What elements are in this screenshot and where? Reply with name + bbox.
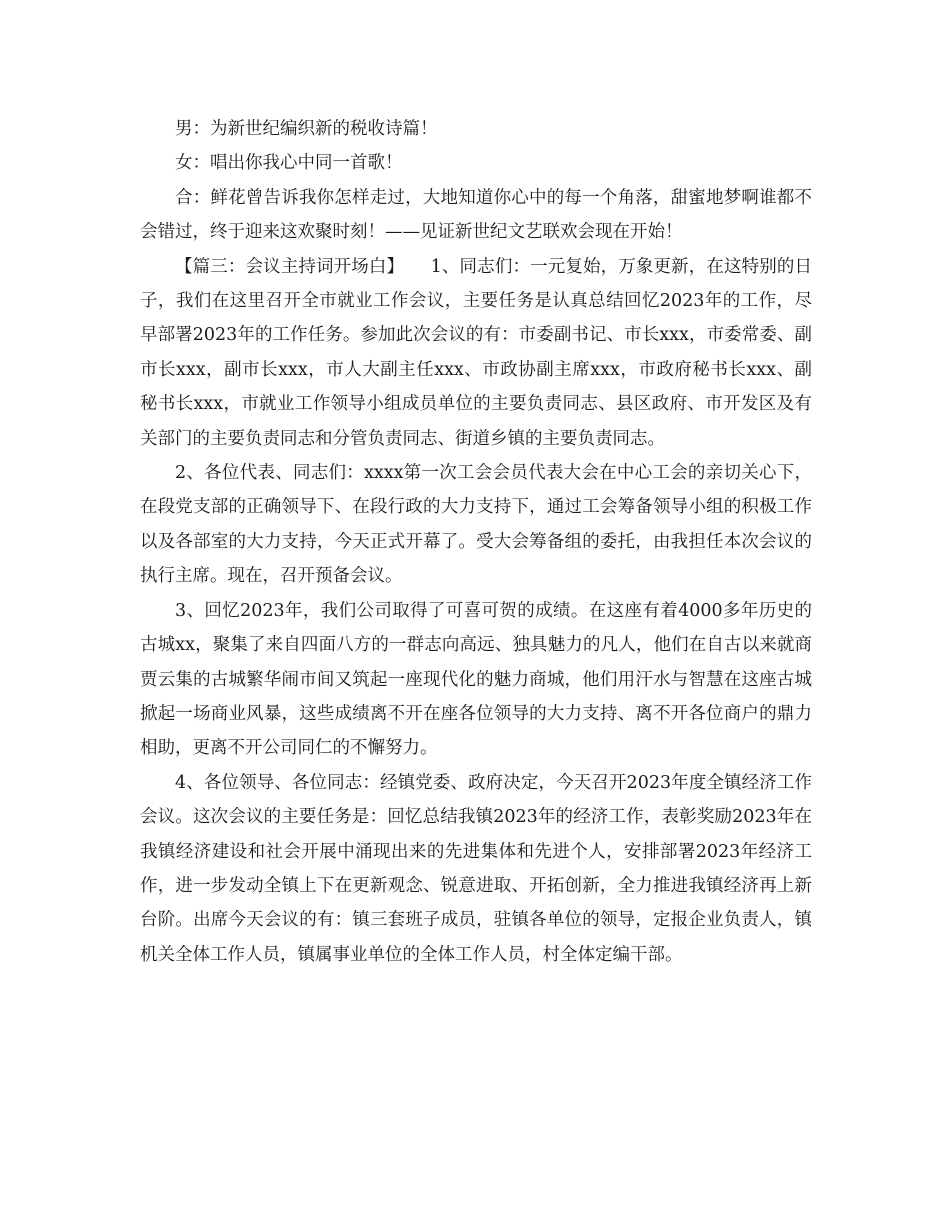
paragraph-male-line: 男：为新世纪编织新的税收诗篇！ [175, 119, 438, 139]
paragraph-opening-speech-2: 2、各位代表、同志们：xxxx第一次工会会员代表大会在中心工会的亲切关心下，在段党支部的正确领导下、在段行政的大力支持下，通过工会筹备领导小组的积极工作以及各部室的大力支持，今天正式开幕了。受大会筹备组的委托，由我担任本次会议的执行主席。现在，召开预备会议。 [140, 463, 812, 587]
paragraph-opening-speech-1: 【篇三：会议主持词开场白】 1、同志们：一元复始，万象更新，在这特别的日子，我们在这里召开全市就业工作会议，主要任务是认真总结回忆2023年的工作，尽早部署2023年的工作任务。参加此次会议的有：市委副书记、市长xxx，市委常委、副市长xxx，副市长xxx，市人大副主任xxx、市政协副主席xxx，市政府秘书长xxx、副秘书长xxx，市就业工作领导小组成员单位的主要负责同志、县区政府、市开发区及有关部门的主要负责同志和分管负责同志、街道乡镇的主要负责同志。 [140, 256, 812, 449]
paragraph-opening-speech-4: 4、各位领导、各位同志：经镇党委、政府决定，今天召开2023年度全镇经济工作会议。这次会议的主要任务是：回忆总结我镇2023年的经济工作，表彰奖励2023年在我镇经济建设和社会开展中涌现出来的先进集体和先进个人，安排部署2023年经济工作，进一步发动全镇上下在更新观念、锐意进取、开拓创新，全力推进我镇经济再上新台阶。出席今天会议的有：镇三套班子成员，驻镇各单位的领导，定报企业负责人，镇机关全体工作人员，镇属事业单位的全体工作人员，村全体定编干部。 [140, 772, 812, 965]
paragraph-opening-speech-3: 3、回忆2023年，我们公司取得了可喜可贺的成绩。在这座有着4000多年历史的古城xx，聚集了来自四面八方的一群志向高远、独具魅力的凡人，他们在自古以来就商贾云集的古城繁华闹市间又筑起一座现代化的魅力商城，他们用汗水与智慧在这座古城掀起一场商业风暴，这些成绩离不开在座各位领导的大力支持、离不开各位商户的鼎力相助，更离不开公司同仁的不懈努力。 [140, 600, 812, 759]
paragraph-female-line: 女：唱出你我心中同一首歌！ [175, 153, 403, 174]
paragraph-together-line: 合：鲜花曾告诉我你怎样走过，大地知道你心中的每一个角落，甜蜜地梦啊谁都不会错过，终于迎来这欢聚时刻！——见证新世纪文艺联欢会现在开始！ [140, 187, 812, 243]
document-body [140, 112, 812, 972]
